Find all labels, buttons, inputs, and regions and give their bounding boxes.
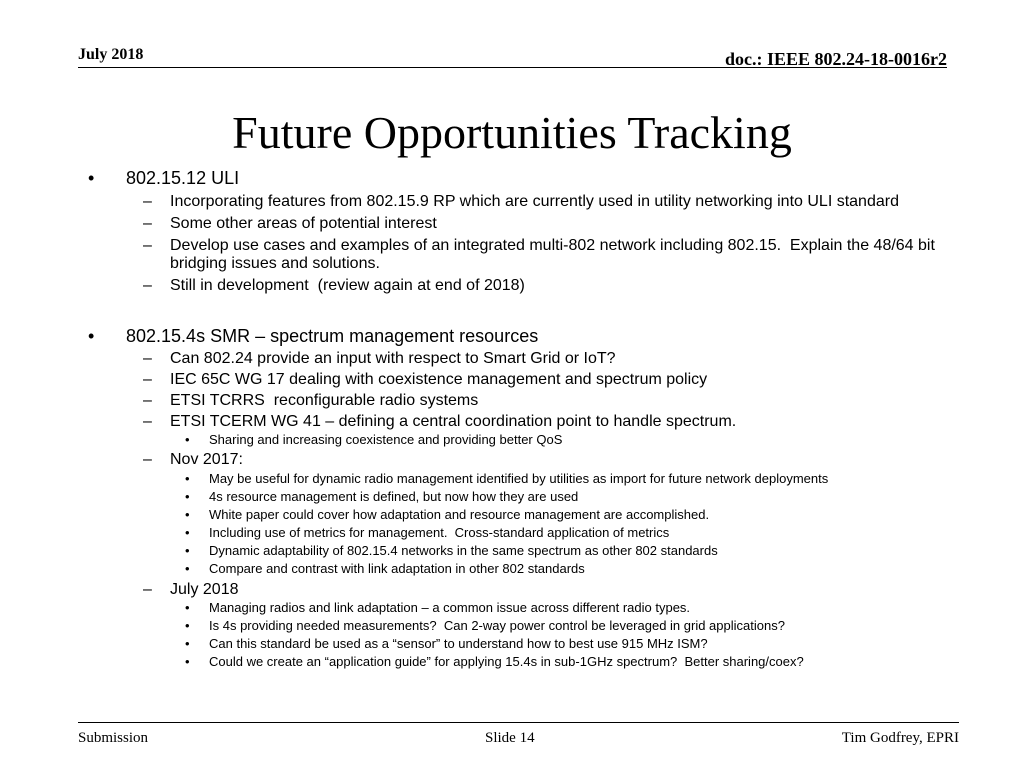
- bullet-text: Dynamic adaptability of 802.15.4 networks in the same spectrum as other 802 standards: [209, 543, 718, 558]
- bullet-text: Could we create an “application guide” for applying 15.4s in sub-1GHz spectrum? Better sharing/coex?: [209, 654, 804, 669]
- bullet-text: Including use of metrics for management. Cross-standard application of metrics: [209, 525, 670, 540]
- bullet-text: ETSI TCRRS reconfigurable radio systems: [170, 392, 479, 409]
- bullet-marker: •: [185, 525, 190, 540]
- dash-marker: –: [143, 277, 152, 294]
- bullet-level-3: [88, 600, 938, 616]
- bullet-marker: •: [185, 471, 190, 486]
- bullet-marker: •: [88, 326, 95, 346]
- bullet-level-2: [88, 581, 938, 599]
- bullet-level-1: [88, 326, 938, 347]
- bullet-level-3: [88, 543, 938, 559]
- bullet-level-3: [88, 525, 938, 541]
- bullet-text: Is 4s providing needed measurements? Can 2-way power control be leveraged in grid applications?: [209, 618, 785, 633]
- header-divider: [78, 67, 947, 68]
- bullet-marker: •: [185, 561, 190, 576]
- bullet-level-3: [88, 561, 938, 577]
- dash-marker: –: [143, 371, 152, 388]
- header-date: July 2018: [78, 46, 144, 63]
- bullet-text: May be useful for dynamic radio management identified by utilities as import for future network deployments: [209, 471, 829, 486]
- bullet-text: Develop use cases and examples of an integrated multi-802 network including 802.15. Explain the 48/64 bit bridging issues and solutions.: [170, 237, 940, 272]
- bullet-level-3: [88, 636, 938, 652]
- bullet-marker: •: [185, 654, 190, 669]
- bullet-level-3: [88, 618, 938, 634]
- slide-title: Future Opportunities Tracking: [232, 107, 792, 158]
- bullet-marker: •: [185, 507, 190, 522]
- bullet-marker: •: [185, 618, 190, 633]
- bullet-level-2: [88, 193, 938, 211]
- header-document-id: doc.: IEEE 802.24-18-0016r2: [725, 49, 947, 69]
- bullet-marker: •: [185, 432, 190, 447]
- dash-marker: –: [143, 581, 152, 598]
- bullet-text: Still in development (review again at end of 2018): [170, 277, 525, 294]
- bullet-text: ETSI TCERM WG 41 – defining a central coordination point to handle spectrum.: [170, 413, 737, 430]
- dash-marker: –: [143, 193, 152, 210]
- bullet-text: Some other areas of potential interest: [170, 215, 437, 232]
- bullet-text: Can this standard be used as a “sensor” to understand how to best use 915 MHz ISM?: [209, 636, 708, 651]
- dash-marker: –: [143, 215, 152, 232]
- bullet-text: Sharing and increasing coexistence and providing better QoS: [209, 432, 563, 447]
- dash-marker: –: [143, 350, 152, 367]
- bullet-level-1: [88, 168, 938, 189]
- dash-marker: –: [143, 237, 152, 254]
- footer-divider: [78, 722, 959, 723]
- bullet-level-3: [88, 471, 938, 487]
- bullet-marker: •: [185, 543, 190, 558]
- slide-body: [88, 168, 938, 670]
- bullet-text: Compare and contrast with link adaptation in other 802 standards: [209, 561, 585, 576]
- bullet-text: July 2018: [170, 581, 239, 598]
- bullet-level-2: [88, 237, 938, 273]
- bullet-text: Managing radios and link adaptation – a common issue across different radio types.: [209, 600, 691, 615]
- bullet-marker: •: [185, 636, 190, 651]
- bullet-level-2: [88, 451, 938, 469]
- bullet-text: White paper could cover how adaptation and resource management are accomplished.: [209, 507, 710, 522]
- bullet-level-2: [88, 371, 938, 389]
- bullet-level-2: [88, 215, 938, 233]
- footer-submission: Submission: [78, 730, 149, 746]
- bullet-level-2: [88, 277, 938, 295]
- bullet-level-3: [88, 489, 938, 505]
- bullet-level-2: [88, 413, 938, 431]
- bullet-text: 802.15.12 ULI: [126, 168, 240, 188]
- footer-slide-number: Slide 14: [485, 730, 535, 746]
- bullet-level-3: [88, 432, 938, 448]
- bullet-text: Incorporating features from 802.15.9 RP which are currently used in utility networking into ULI standard: [170, 193, 899, 210]
- bullet-level-3: [88, 654, 938, 670]
- bullet-level-2: [88, 350, 938, 368]
- bullet-level-2: [88, 392, 938, 410]
- bullet-text: IEC 65C WG 17 dealing with coexistence management and spectrum policy: [170, 371, 708, 388]
- bullet-text: Can 802.24 provide an input with respect to Smart Grid or IoT?: [170, 350, 616, 367]
- bullet-text: 4s resource management is defined, but now how they are used: [209, 489, 579, 504]
- dash-marker: –: [143, 392, 152, 409]
- bullet-marker: •: [88, 168, 95, 188]
- dash-marker: –: [143, 413, 152, 430]
- bullet-text: Nov 2017:: [170, 451, 243, 468]
- bullet-level-3: [88, 507, 938, 523]
- bullet-marker: •: [185, 489, 190, 504]
- bullet-marker: •: [185, 600, 190, 615]
- dash-marker: –: [143, 451, 152, 468]
- bullet-text: 802.15.4s SMR – spectrum management resources: [126, 326, 539, 346]
- footer-author: Tim Godfrey, EPRI: [841, 730, 959, 746]
